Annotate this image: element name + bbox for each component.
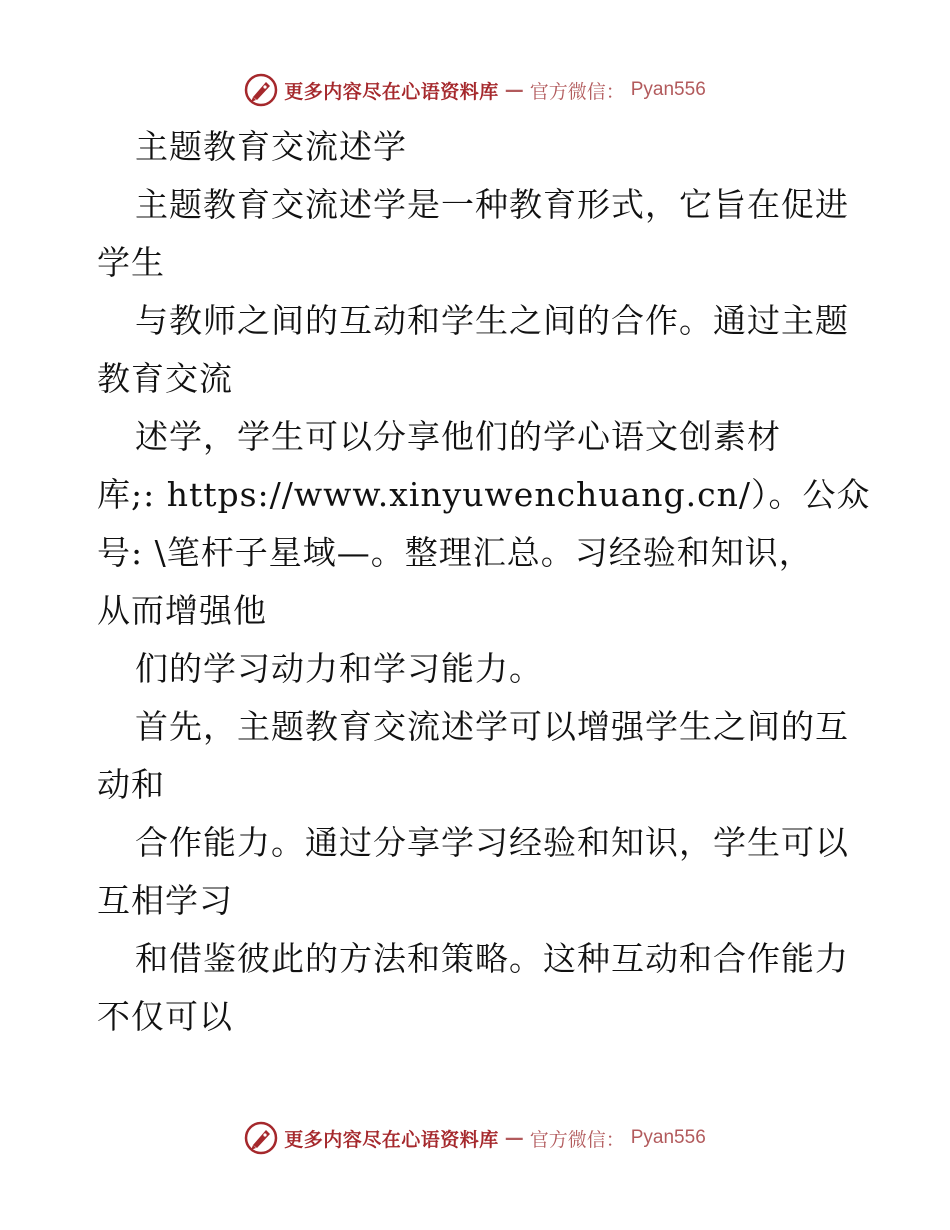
paragraph-line: 们的学习动力和学习能力。 — [135, 649, 543, 688]
paragraph-line: 从而增强他 — [97, 591, 267, 630]
paragraph-line: 述学，学生可以分享他们的学心语文创素材 — [135, 417, 781, 456]
header-wechat-id: Pyan556 — [630, 79, 706, 100]
paragraph-line: 首先，主题教育交流述学可以增强学生之间的互 — [135, 707, 849, 746]
document-body — [97, 118, 871, 1046]
document-title: 主题教育交流述学 — [135, 127, 407, 166]
header-banner — [0, 70, 950, 110]
paragraph-line: 不仅可以 — [97, 997, 233, 1036]
footer-banner — [0, 1118, 950, 1158]
paragraph-line: 和借鉴彼此的方法和策略。这种互动和合作能力 — [135, 939, 849, 978]
header-dash: — — [504, 79, 524, 101]
footer-dash: — — [504, 1127, 524, 1149]
pen-nib-logo-icon — [244, 73, 278, 107]
footer-brand-text: 更多内容尽在心语资料库 — [284, 1128, 499, 1151]
pen-nib-logo-icon — [244, 1121, 278, 1155]
paragraph-line: 主题教育交流述学是一种教育形式，它旨在促进 — [135, 185, 849, 224]
paragraph-line: 教育交流 — [97, 359, 233, 398]
footer-wechat-label: 官方微信： — [529, 1128, 625, 1151]
paragraph-line: 学生 — [97, 243, 165, 282]
paragraph-line: 号: \笔杆子星域—。整理汇总。习经验和知识， — [97, 533, 813, 572]
paragraph-line: 动和 — [97, 765, 165, 804]
paragraph-line: 互相学习 — [97, 881, 233, 920]
header-wechat-label: 官方微信： — [529, 80, 625, 103]
header-brand-text: 更多内容尽在心语资料库 — [284, 80, 499, 103]
paragraph-line: 合作能力。通过分享学习经验和知识，学生可以 — [135, 823, 849, 862]
paragraph-line: 库;: https://www.xinyuwenchuang.cn/）。公众 — [97, 475, 871, 514]
footer-wechat-id: Pyan556 — [630, 1127, 706, 1148]
paragraph-line: 与教师之间的互动和学生之间的合作。通过主题 — [135, 301, 849, 340]
